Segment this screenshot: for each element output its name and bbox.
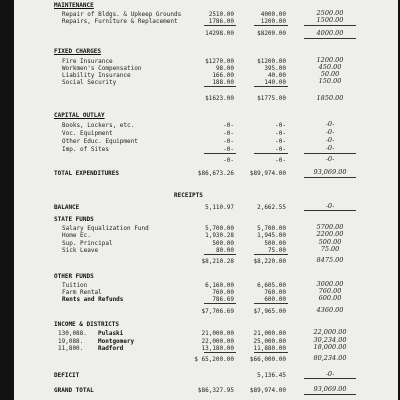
other-row-c: 760.00 (318, 287, 342, 295)
capital-row-b: -0- (275, 122, 286, 129)
income-total-b: $66,000.00 (249, 356, 286, 363)
balance-label: BALANCE (54, 204, 80, 211)
other-underline-a (204, 303, 236, 304)
maintenance-row-a: 1786.00 (208, 18, 234, 25)
state-funds-heading: STATE FUNDS (54, 216, 94, 223)
fixed-row-b: $1200.00 (257, 58, 286, 65)
total-expenditures-underline-c (304, 177, 356, 178)
other-total-a: $7,706.69 (201, 308, 234, 315)
income-row-c: 30,234.00 (313, 336, 347, 344)
other-row-b: 6,605.00 (257, 282, 286, 289)
state-row-c: 75.00 (320, 245, 340, 253)
capital-row-a: -0- (223, 146, 234, 153)
state-row-a: 500.00 (212, 240, 234, 247)
income-districts-heading: INCOME & DISTRICTS (54, 321, 120, 328)
grand-total-underline-c (304, 394, 356, 395)
state-row-c: 5700.00 (316, 223, 344, 231)
maintenance-total-c: 4000.00 (316, 29, 344, 37)
income-row-b: 21,000.00 (253, 330, 286, 337)
capital-row-a: -0- (223, 122, 234, 129)
fixed-row-b: 395.00 (264, 65, 286, 72)
other-row-c: 3000.00 (316, 280, 344, 288)
maintenance-total-a: 14298.00 (205, 30, 234, 37)
state-row-b: 5,700.00 (257, 225, 286, 232)
other-row-b: 600.00 (264, 296, 286, 303)
total-expenditures-label: TOTAL EXPENDITURES (54, 170, 120, 177)
capital-row-c: -0- (325, 128, 335, 136)
maintenance-underline-b (254, 25, 288, 26)
fixed-row-c: 1200.00 (316, 56, 344, 64)
maintenance-row-label: Repairs, Furniture & Replacement (62, 18, 178, 25)
capital-underline-b (254, 153, 288, 154)
capital-row-label: Imp. of Sites (62, 146, 109, 153)
total-expenditures-c: 93,069.00 (313, 168, 347, 176)
maintenance-underline-a (204, 25, 236, 26)
state-row-label: Sick Leave (62, 247, 99, 254)
fixed-total-c: 1850.00 (316, 94, 344, 102)
other-row-a: 6,160.00 (205, 282, 234, 289)
deficit-b: 5,136.45 (257, 372, 286, 379)
deficit-underline-c (304, 378, 356, 379)
state-total-c: 8475.00 (316, 256, 344, 264)
capital-underline-a (204, 153, 236, 154)
state-row-label: Salary Equalization Fund (62, 225, 149, 232)
capital-total-b: -0- (275, 157, 286, 164)
capital-total-a: -0- (223, 157, 234, 164)
maintenance-total-b: $8200.00 (257, 30, 286, 37)
fixed-row-label: Social Security (62, 79, 117, 86)
balance-c: -0- (325, 202, 335, 210)
deficit-c: -0- (325, 370, 335, 378)
fixed-charges-heading: FIXED CHARGES (54, 48, 101, 55)
grand-total-label: GRAND TOTAL (54, 387, 94, 394)
other-row-b: 760.00 (264, 289, 286, 296)
other-total-b: $7,965.00 (253, 308, 286, 315)
capital-row-b: -0- (275, 138, 286, 145)
other-row-label: Farm Rental (62, 289, 102, 296)
fixed-row-a: $1270.00 (205, 58, 234, 65)
state-row-a: 1,930.28 (205, 232, 234, 239)
maintenance-row-a: 2510.00 (208, 11, 234, 18)
fixed-row-c: 450.00 (318, 63, 342, 71)
other-row-label: Rents and Refunds (62, 296, 124, 303)
deficit-label: DEFICIT (54, 372, 80, 379)
balance-b: 2,662.55 (257, 204, 286, 211)
other-row-c: 600.00 (318, 294, 342, 302)
capital-underline-c (304, 153, 356, 154)
income-underline-b (254, 352, 288, 353)
maintenance-heading: MAINTENANCE (54, 2, 94, 9)
income-row-a: 13,180.00 (201, 345, 234, 352)
budget-page (14, 0, 398, 400)
capital-row-c: -0- (325, 120, 335, 128)
income-row-a: 22,000.00 (201, 338, 234, 345)
fixed-row-c: 150.00 (318, 77, 342, 85)
income-row-amount: 130,088. (58, 330, 87, 337)
other-row-a: 786.69 (212, 296, 234, 303)
fixed-row-b: 40.00 (267, 72, 286, 79)
grand-total-c: 93,069.00 (313, 385, 347, 393)
income-row-c: 22,000.00 (313, 328, 347, 336)
state-row-b: 75.00 (267, 247, 286, 254)
income-row-amount: 11,800. (58, 345, 84, 352)
state-row-c: 500.00 (318, 238, 342, 246)
fixed-row-label: Liability Insurance (62, 72, 131, 79)
income-row-district: Pulaski (98, 330, 124, 337)
fixed-total-a: $1623.00 (205, 95, 234, 102)
capital-row-a: -0- (223, 138, 234, 145)
state-row-label: Sup. Principal (62, 240, 113, 247)
capital-row-c: -0- (325, 144, 335, 152)
state-underline-a (204, 254, 236, 255)
state-total-b: $8,220.00 (253, 258, 286, 265)
income-row-b: 11,880.00 (253, 345, 286, 352)
total-expenditures-b: $89,974.00 (249, 170, 286, 177)
maintenance-row-c: 2500.00 (316, 9, 344, 17)
fixed-row-a: 166.00 (212, 72, 234, 79)
other-row-a: 760.00 (212, 289, 234, 296)
state-row-b: 500.00 (264, 240, 286, 247)
fixed-row-a: 98.00 (215, 65, 234, 72)
other-row-label: Tuition (62, 282, 88, 289)
capital-row-label: Books, Lockers, etc. (62, 122, 135, 129)
income-row-a: 21,000.00 (201, 330, 234, 337)
capital-row-label: Voc. Equipment (62, 130, 113, 137)
income-row-district: Montgomery (98, 338, 135, 345)
capital-row-c: -0- (325, 136, 335, 144)
fixed-row-label: Fire Insurance (62, 58, 113, 65)
maintenance-row-label: Repair of Bldgs. & Upkeep Grounds (62, 11, 182, 18)
maintenance-underline-c (304, 25, 356, 26)
state-row-c: 2200.00 (316, 230, 344, 238)
total-expenditures-a: $86,673.26 (197, 170, 234, 177)
fixed-underline-b (254, 86, 288, 87)
state-underline-b (254, 254, 288, 255)
capital-total-c: -0- (325, 155, 335, 163)
balance-a: 5,110.97 (205, 204, 234, 211)
other-funds-heading: OTHER FUNDS (54, 273, 94, 280)
income-row-c: 18,000.00 (313, 343, 347, 351)
state-row-b: 1,945.00 (257, 232, 286, 239)
fixed-row-b: 140.00 (264, 79, 286, 86)
income-row-b: 25,000.00 (253, 338, 286, 345)
maintenance-row-c: 1500.00 (316, 16, 344, 24)
state-row-label: Home Ec. (62, 232, 91, 239)
state-total-a: $8,210.28 (201, 258, 234, 265)
capital-row-label: Other Educ. Equipment (62, 138, 138, 145)
fixed-total-b: $1775.00 (257, 95, 286, 102)
income-total-a: $ 65,200.00 (194, 356, 234, 363)
fixed-row-c: 50.00 (320, 70, 340, 78)
capital-row-a: -0- (223, 130, 234, 137)
other-total-c: 4360.00 (316, 306, 344, 314)
income-row-district: Radford (98, 345, 124, 352)
income-total-c: 80,234.00 (313, 354, 347, 362)
fixed-row-a: 188.00 (212, 79, 234, 86)
maintenance-total-underline-c (304, 38, 356, 39)
balance-underline-c (304, 210, 356, 211)
capital-outlay-heading: CAPITAL OUTLAY (54, 112, 105, 119)
fixed-underline-a (204, 86, 236, 87)
maintenance-row-b: 1200.00 (260, 18, 286, 25)
maintenance-row-b: 4000.00 (260, 11, 286, 18)
capital-row-b: -0- (275, 130, 286, 137)
grand-total-a: $86,327.95 (197, 387, 234, 394)
grand-total-b: $89,974.00 (249, 387, 286, 394)
fixed-row-label: Workmen's Compensation (62, 65, 142, 72)
state-row-a: 80.00 (215, 247, 234, 254)
income-underline-a (204, 352, 236, 353)
state-row-a: 5,700.00 (205, 225, 234, 232)
capital-row-b: -0- (275, 146, 286, 153)
other-underline-b (254, 303, 288, 304)
receipts-heading: RECEIPTS (174, 192, 203, 199)
income-row-amount: 19,088. (58, 338, 84, 345)
